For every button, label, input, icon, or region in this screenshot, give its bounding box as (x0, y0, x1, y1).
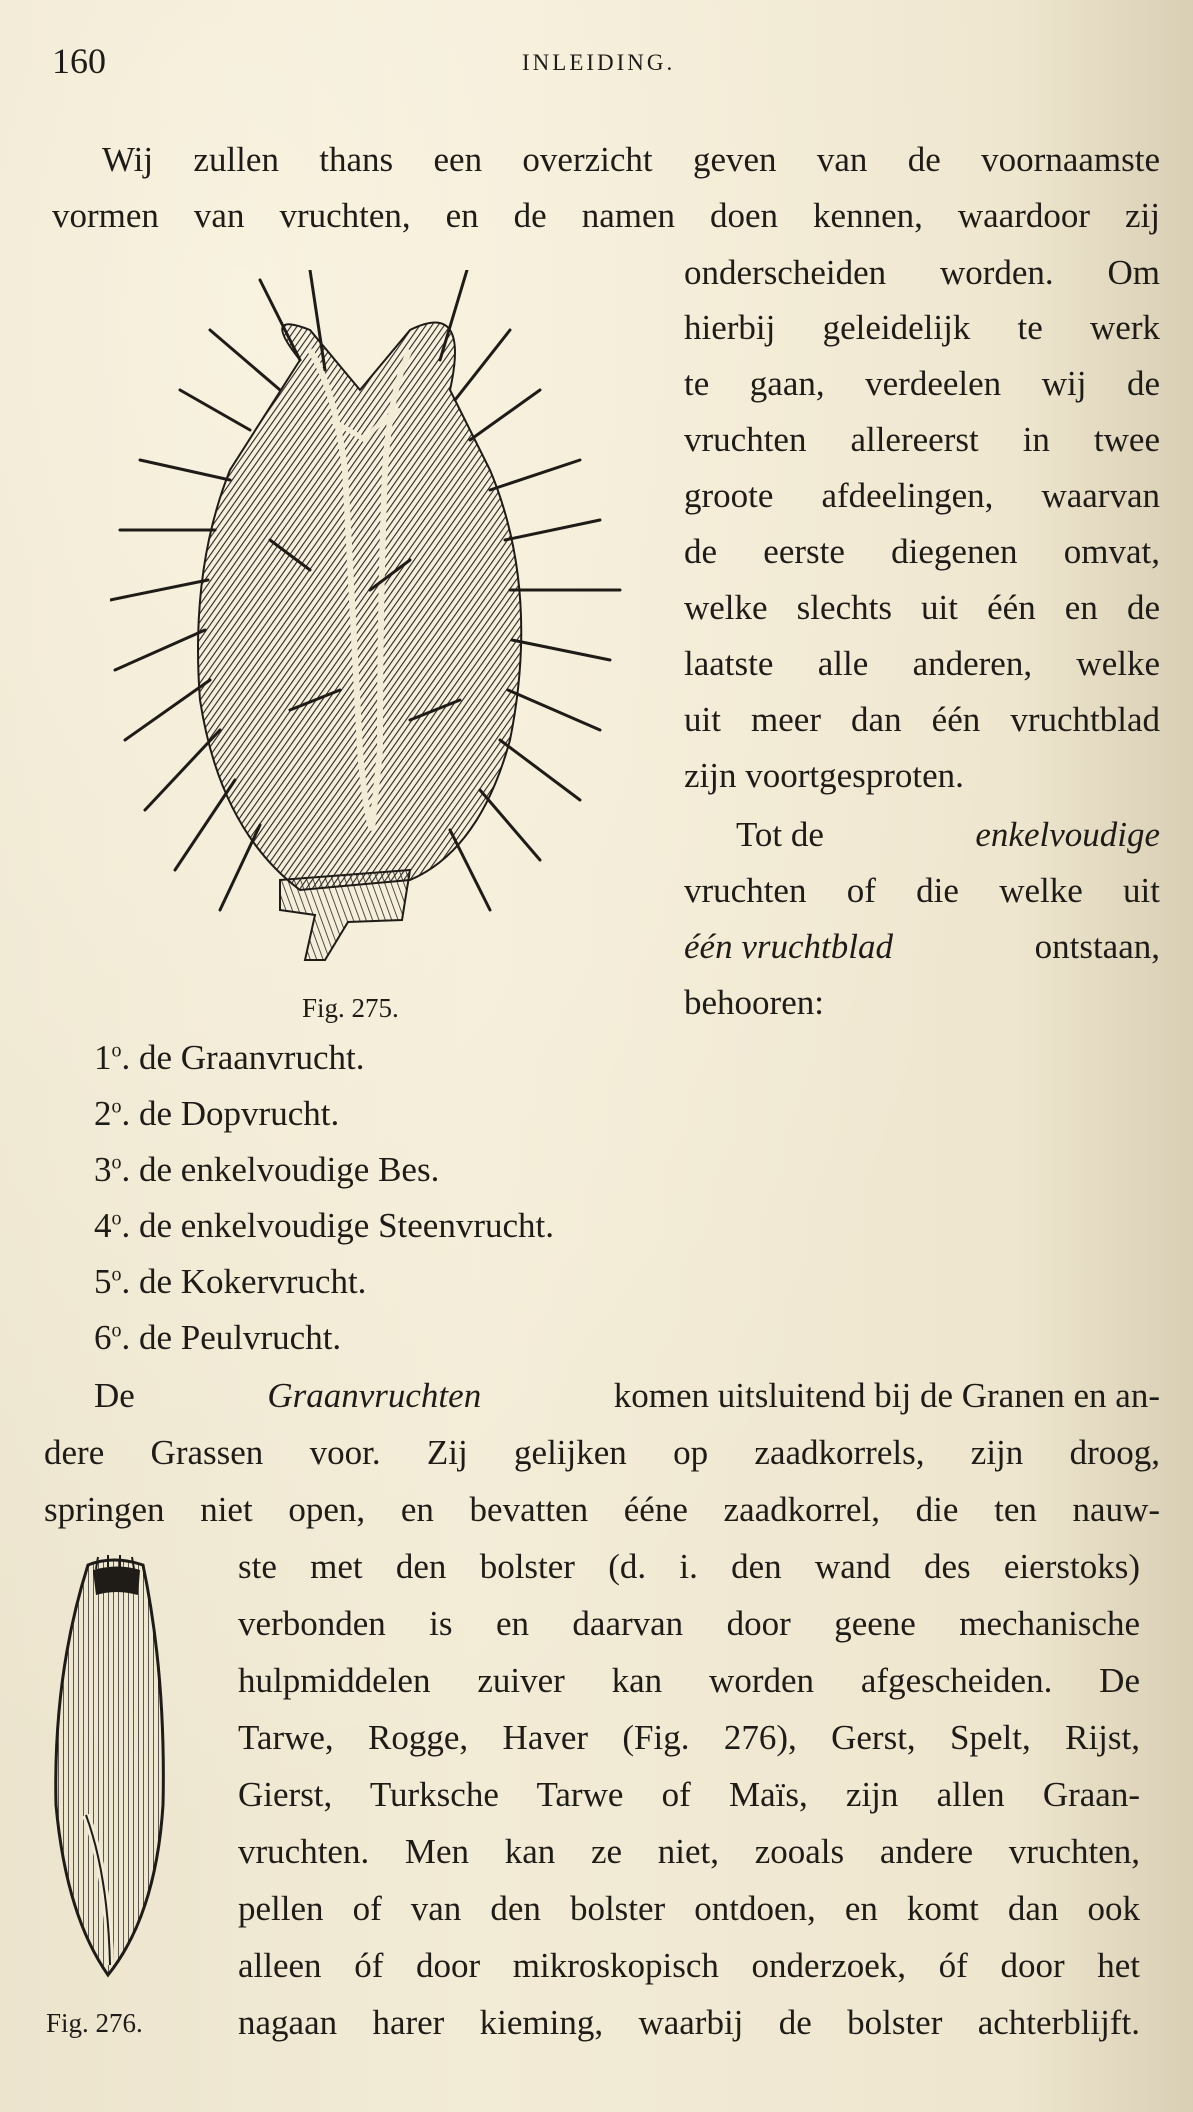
emphasis-text: Graanvruchten (267, 1376, 482, 1415)
text-line: ste met den bolster (d. i. den wand des eierstoks) (238, 1547, 1140, 1586)
list-number: 3 (94, 1150, 112, 1189)
text-line: laatste alle anderen, welke (684, 644, 1160, 683)
list-ordinal: o (111, 1095, 122, 1118)
text-line: zijn voortgesproten. (684, 756, 964, 795)
text-line: alleen óf door mikroskopisch onderzoek, óf door het (238, 1946, 1140, 1985)
text-line (94, 1376, 1160, 1416)
page-header (52, 40, 1153, 90)
emphasis-text: enkelvoudige (975, 815, 1160, 854)
list-item (94, 1038, 364, 1078)
list-text: . de Graanvrucht. (121, 1038, 365, 1077)
text-span: ontstaan, (1034, 927, 1160, 966)
grain-kernel-illustration (48, 1555, 178, 1985)
text-line: Gierst, Turksche Tarwe of Maïs, zijn allen Graan- (238, 1775, 1140, 1814)
text-line: uit meer dan één vruchtblad (684, 700, 1160, 739)
list-item (94, 1262, 366, 1302)
text-span: komen uitsluitend bij de Granen en an- (613, 1376, 1160, 1415)
figure-275-caption: Fig. 275. (302, 993, 399, 1023)
text-span: De (94, 1376, 135, 1415)
list-ordinal: o (111, 1263, 122, 1286)
list-number: 1 (94, 1038, 112, 1077)
list-number: 2 (94, 1094, 112, 1133)
list-ordinal: o (111, 1319, 122, 1342)
text-line: vormen van vruchten, en de namen doen kennen, waardoor zij (52, 196, 1160, 235)
list-ordinal: o (111, 1039, 122, 1062)
text-line: hierbij geleidelijk te werk (684, 308, 1160, 347)
list-item (94, 1206, 554, 1246)
spiny-fruit-illustration (110, 270, 630, 970)
text-line: onderscheiden worden. Om (684, 253, 1160, 292)
text-span: Tot de (736, 815, 824, 854)
text-line: Tarwe, Rogge, Haver (Fig. 276), Gerst, Spelt, Rijst, (238, 1718, 1140, 1757)
text-line: groote afdeelingen, waarvan (684, 476, 1160, 515)
list-number: 5 (94, 1262, 112, 1301)
text-line: behooren: (684, 983, 824, 1022)
text-line: Wij zullen thans een overzicht geven van de voornaamste (102, 140, 1160, 179)
page-number: 160 (52, 41, 106, 81)
list-text: . de enkelvoudige Steenvrucht. (121, 1206, 555, 1245)
list-number: 6 (94, 1318, 112, 1357)
list-item (94, 1094, 339, 1134)
emphasis-text: één vruchtblad (684, 927, 893, 966)
text-line: de eerste diegenen omvat, (684, 532, 1160, 571)
text-line: dere Grassen voor. Zij gelijken op zaadkorrels, zijn droog, (44, 1433, 1160, 1472)
list-item (94, 1150, 439, 1190)
text-line: verbonden is en daarvan door geene mechanische (238, 1604, 1140, 1643)
text-line: vruchten allereerst in twee (684, 420, 1160, 459)
list-item (94, 1318, 341, 1358)
text-line: te gaan, verdeelen wij de (684, 364, 1160, 403)
list-text: . de Dopvrucht. (121, 1094, 340, 1133)
list-text: . de Peulvrucht. (121, 1318, 342, 1357)
text-line (736, 815, 1160, 855)
text-line: vruchten of die welke uit (684, 871, 1160, 910)
list-text: . de Kokervrucht. (121, 1262, 367, 1301)
text-line: vruchten. Men kan ze niet, zooals andere vruchten, (238, 1832, 1140, 1871)
text-line (684, 927, 1160, 967)
list-ordinal: o (111, 1207, 122, 1230)
list-ordinal: o (111, 1151, 122, 1174)
list-number: 4 (94, 1206, 112, 1245)
list-text: . de enkelvoudige Bes. (121, 1150, 440, 1189)
text-line: welke slechts uit één en de (684, 588, 1160, 627)
text-line: hulpmiddelen zuiver kan worden afgescheiden. De (238, 1661, 1140, 1700)
running-head: INLEIDING. (522, 50, 676, 75)
text-line: springen niet open, en bevatten ééne zaadkorrel, die ten nauw- (44, 1490, 1160, 1529)
text-line: pellen of van den bolster ontdoen, en komt dan ook (238, 1889, 1140, 1928)
figure-276-caption: Fig. 276. (46, 2008, 143, 2038)
text-line: nagaan harer kieming, waarbij de bolster achterblijft. (238, 2003, 1140, 2042)
